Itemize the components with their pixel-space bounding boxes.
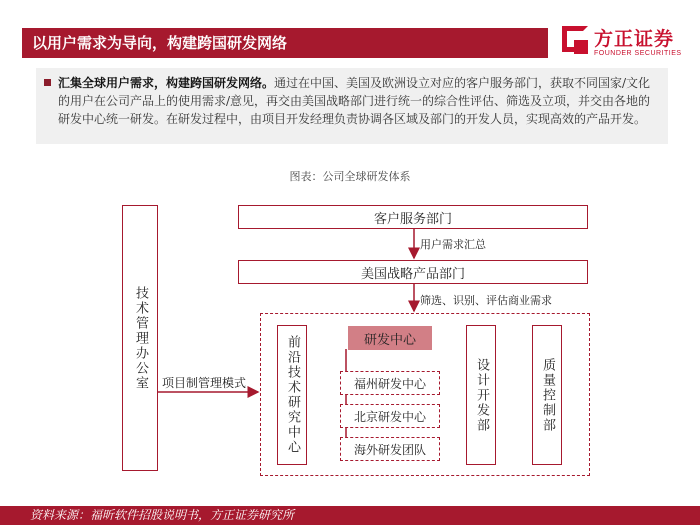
summary-headline: 汇集全球用户需求，构建跨国研发网络。 (58, 76, 275, 90)
us-strategy-dept: 美国战略产品部门 (238, 260, 588, 284)
footer-source: 资料来源：福昕软件招股说明书，方正证券研究所 (0, 506, 700, 525)
logo-name-cn: 方正证券 (594, 28, 675, 50)
overseas-rd-team: 海外研发团队 (340, 437, 440, 461)
fuzhou-rd-center: 福州研发中心 (340, 371, 440, 395)
logo-name-en: FOUNDER SECURITIES (594, 50, 682, 57)
beijing-rd-center: 北京研发中心 (340, 404, 440, 428)
label-demand-summary: 用户需求汇总 (420, 238, 486, 251)
label-screening: 筛选、识别、评估商业需求 (420, 294, 552, 307)
header-title: 以用户需求为导向，构建跨国研发网络 (22, 28, 548, 58)
figure-caption: 图表：公司全球研发体系 (289, 170, 411, 183)
frontier-tech-center: 前沿技术研究中心 (277, 325, 307, 465)
customer-service-dept: 客户服务部门 (238, 205, 588, 229)
summary-text: 通过在中国、美国及欧洲设立对应的客户服务部门，获取不同国家/文化的用户在公司产品上的使用需求/意见，再交由美国战略部门进行统一的综合性评估、筛选及立项，并交由各地的研发中心统一研发。在研发过程中，由项目开发经理负责协调各区域及部门的开发人员，实现高效的产品开发。 (58, 76, 651, 126)
design-dev-dept: 设计开发部 (466, 325, 496, 465)
label-project-mode: 项目制管理模式 (162, 376, 247, 390)
tech-management-office: 技术管理办公室 (122, 205, 158, 471)
quality-control-dept: 质量控制部 (532, 325, 562, 465)
rd-center-heading: 研发中心 (348, 326, 432, 350)
